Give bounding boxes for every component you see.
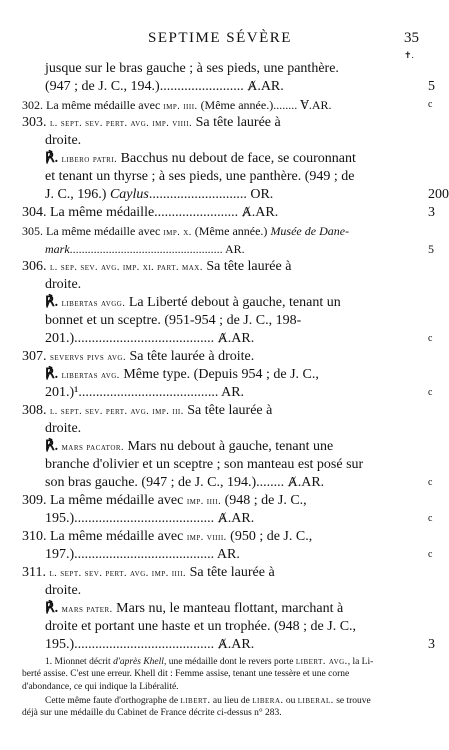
text-run: libert. (180, 695, 211, 706)
text-run: severvs pivs avg. (50, 352, 126, 363)
text-line (0, 60, 446, 78)
text-run: libertas avgg. (61, 298, 126, 309)
text-run: libert. avg. (295, 656, 348, 667)
text-run: 195.)........................................ Ⱥ.AR. (45, 511, 255, 526)
text-run: (948 ; de J. C., (221, 493, 307, 508)
line-text (22, 402, 272, 421)
text-line (0, 456, 446, 474)
text-run: imp. iiii. (163, 101, 198, 112)
text-line (0, 78, 446, 96)
footnote-text (45, 694, 371, 708)
line-text (45, 456, 363, 474)
line-text (45, 546, 240, 564)
text-line (0, 168, 446, 186)
text-run: Cette même faute d'orthographe de (45, 696, 181, 706)
line-text (45, 78, 284, 96)
text-run: 304. La même médaille........................ Ⱥ.AR. (22, 205, 279, 220)
text-run: berté assise. C'est une erreur. Khell dit : Femme assise, tenant une tessère et une corne (22, 669, 350, 679)
text-run: Sa tête laurée à droite. (126, 349, 255, 364)
text-run: mars pacator. (61, 442, 125, 453)
catalog-body (0, 60, 449, 654)
footnote-text (22, 668, 349, 681)
text-run: bonnet et un sceptre. (951-954 ; de J. C., 198- (45, 313, 302, 328)
text-run: l. sept. sev. pert. avg. imp. iii. (50, 406, 184, 417)
line-text (45, 420, 81, 438)
text-run: (950 ; de J. C., (226, 529, 313, 544)
footnote-line (0, 668, 446, 681)
footnote-text (22, 681, 179, 694)
text-run: Même type. (Depuis 954 ; de J. C., (119, 367, 319, 382)
text-run: (Même année.) (191, 224, 271, 238)
rarity-mark: c (428, 513, 433, 524)
text-line (0, 330, 446, 348)
text-run: d'après Khell (113, 657, 164, 667)
text-line (0, 420, 446, 438)
line-text (45, 330, 254, 348)
text-line (0, 528, 446, 546)
rarity-mark: 5 (428, 242, 434, 256)
line-text (45, 438, 333, 457)
text-line (0, 204, 446, 222)
text-line (0, 294, 446, 312)
text-run: 201.)¹........................................ AR. (45, 385, 245, 400)
line-text (22, 528, 312, 547)
line-text (22, 114, 281, 133)
text-run: branche d'olivier et un sceptre ; son manteau est posé sur (45, 457, 364, 472)
rarity-mark: 3 (428, 205, 435, 220)
text-run: ............................ OR. (148, 187, 274, 202)
text-run: droite. (45, 277, 82, 292)
text-run: libera. (252, 695, 284, 706)
text-run: droite et portant une haste et un trophée. (948 ; de J. C., (45, 619, 357, 634)
text-run: au lieu de (210, 696, 253, 706)
text-line (0, 510, 446, 528)
text-run: mars pater. (61, 604, 113, 615)
text-line (0, 600, 446, 618)
text-line (0, 114, 446, 132)
text-run: ou (283, 696, 298, 706)
text-line (0, 402, 446, 420)
text-line (0, 582, 446, 600)
text-run: l. sept. sev. pert. avg. imp. viiii. (50, 118, 193, 129)
page-number: 35 (404, 30, 419, 46)
text-run: se trouve (333, 696, 371, 706)
line-text (45, 618, 356, 636)
line-text (45, 582, 81, 600)
text-run: , la Li- (347, 657, 374, 667)
text-run: imp. viiii. (186, 532, 227, 543)
line-text (45, 132, 81, 150)
text-run: et tenant un thyrse ; à ses pieds, une panthère. (949 ; de (45, 169, 355, 184)
text-run: imp. iiii. (186, 496, 222, 507)
text-run: 305. La même médaille avec (22, 224, 164, 238)
text-run: Sa tête laurée à (186, 565, 275, 580)
text-line (0, 474, 446, 492)
text-run: Sa tête laurée à (192, 115, 281, 130)
line-text (22, 204, 278, 222)
text-line (0, 258, 446, 276)
text-run: liberal. (297, 695, 334, 706)
text-run: imp. x. (163, 227, 192, 238)
line-text (45, 240, 245, 258)
text-run: droite. (45, 133, 82, 148)
text-run: ℟. (45, 601, 62, 616)
footnote-line (0, 655, 446, 668)
text-run: 201.)........................................ Ⱥ.AR. (45, 331, 255, 346)
text-run: 311. (22, 565, 50, 580)
text-run: libero patri. (61, 154, 118, 165)
line-text (22, 222, 349, 242)
text-run: déjà sur une médaille du Cabinet de France décrite ci-dessus n° 283. (22, 708, 282, 718)
rarity-mark: 3 (428, 637, 435, 652)
text-line (0, 96, 446, 114)
text-run: 197.)........................................ AR. (45, 547, 240, 562)
text-run: , une médaille dont le revers porte (163, 657, 296, 667)
rarity-mark: c (428, 477, 433, 488)
footnote-line (0, 707, 446, 720)
text-line (0, 618, 446, 636)
text-run: l. sep. sev. avg. imp. xi. part. max. (50, 262, 203, 273)
line-text (22, 564, 275, 583)
text-run: 1. Mionnet décrit (45, 657, 114, 667)
text-run: (Même année.)........ Ɐ.AR. (197, 98, 332, 112)
text-run: 308. (22, 403, 50, 418)
text-line (0, 312, 446, 330)
text-run: 310. La même médaille avec (22, 529, 187, 544)
text-line (0, 384, 446, 402)
text-line (0, 276, 446, 294)
rarity-mark: c (428, 549, 433, 560)
line-text (45, 366, 319, 385)
text-run: libertas avg. (61, 370, 120, 381)
line-text (45, 60, 339, 78)
text-run: ℟. (45, 295, 62, 310)
line-text (45, 384, 244, 402)
text-run: 195.)........................................ Ⱥ.AR. (45, 637, 255, 652)
text-run: ℟. (45, 439, 62, 454)
line-text (22, 258, 291, 277)
line-text (45, 168, 354, 186)
text-run: droite. (45, 583, 82, 598)
text-run: Caylus (109, 187, 149, 202)
text-run: mark (45, 242, 70, 256)
rarity-mark: c (428, 387, 433, 398)
signature-mark: ✝. (404, 50, 414, 60)
text-run: Bacchus nu debout de face, se couronnant (117, 151, 356, 166)
text-run: jusque sur le bras gauche ; à ses pieds, une panthère. (45, 61, 339, 76)
text-run: Mars nu, le manteau flottant, marchant à (112, 601, 344, 616)
line-text (45, 474, 324, 492)
text-line (0, 636, 446, 654)
text-run: J. C., 196.) (45, 187, 110, 202)
line-text (22, 492, 307, 511)
line-text (45, 294, 341, 313)
line-text (45, 510, 254, 528)
text-run: 307. (22, 349, 50, 364)
text-run: d'abondance, ce qui indique la Libéralité. (22, 682, 179, 692)
text-run: son bras gauche. (947 ; de J. C., 194.)........ Ⱥ.AR. (45, 475, 325, 490)
text-run: Sa tête laurée à (183, 403, 273, 418)
text-run: La Liberté debout à gauche, tenant un (125, 295, 341, 310)
text-run: Mars nu debout à gauche, tenant une (124, 439, 334, 454)
footnote-text (22, 707, 282, 720)
line-text (22, 348, 254, 367)
text-run: l. sept. sev. pert. avg. imp. iiii. (49, 568, 187, 579)
text-line (0, 222, 446, 240)
text-run: Musée de Dane- (270, 224, 350, 238)
text-line (0, 366, 446, 384)
rarity-mark: 200 (428, 187, 449, 202)
line-text (45, 186, 273, 204)
footnotes (0, 655, 446, 720)
text-run: 309. La même médaille avec (22, 493, 187, 508)
rarity-mark: 5 (428, 79, 435, 94)
footnote-line (0, 694, 446, 707)
text-run: 303. (22, 115, 50, 130)
text-run: ................................................... AR. (69, 242, 245, 256)
text-line (0, 546, 446, 564)
line-text (45, 312, 301, 330)
text-line (0, 132, 446, 150)
text-line (0, 240, 446, 258)
line-text (45, 150, 356, 169)
text-line (0, 348, 446, 366)
text-run: 302. La même médaille avec (22, 98, 164, 112)
text-line (0, 438, 446, 456)
text-line (0, 186, 449, 204)
rarity-mark: c (428, 99, 433, 110)
text-line (0, 150, 446, 168)
text-run: ℟. (45, 367, 62, 382)
text-run: (947 ; de J. C., 194.)........................ Ⱥ.AR. (45, 79, 284, 94)
line-text (22, 96, 332, 116)
line-text (45, 600, 343, 619)
running-header (0, 30, 446, 47)
text-line (0, 492, 446, 510)
line-text (45, 636, 254, 654)
text-run: droite. (45, 421, 82, 436)
page-title: SEPTIME SÉVÈRE (148, 30, 292, 46)
rarity-mark: c (428, 333, 433, 344)
footnote-line (0, 681, 446, 694)
text-run: ℟. (45, 151, 62, 166)
line-text (45, 276, 81, 294)
text-line (0, 564, 446, 582)
footnote-text (45, 655, 373, 669)
text-run: 306. (22, 259, 50, 274)
text-run: Sa tête laurée à (202, 259, 292, 274)
